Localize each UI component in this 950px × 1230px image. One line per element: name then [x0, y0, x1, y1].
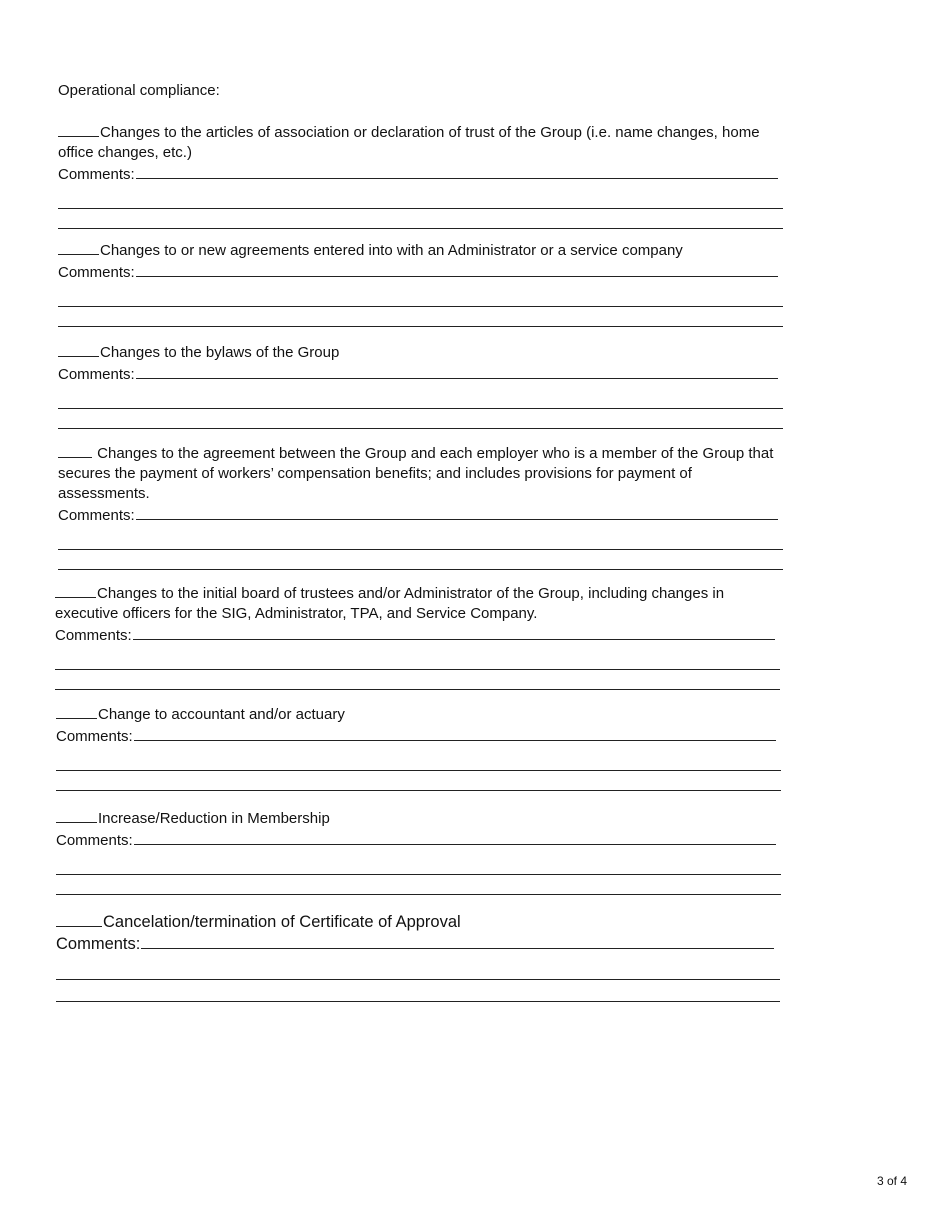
comments-extra-line[interactable]: [58, 428, 783, 429]
section-heading: Operational compliance:: [58, 82, 220, 99]
comments-extra-line[interactable]: [58, 326, 783, 327]
comments-label: Comments:: [58, 264, 135, 281]
item-description: Cancelation/termination of Certificate of Approval: [56, 911, 780, 933]
comments-label: Comments:: [56, 935, 141, 953]
check-blank[interactable]: [55, 582, 96, 598]
item-description: Changes to the bylaws of the Group: [58, 341, 783, 363]
comments-line: [134, 829, 776, 845]
comments-label: Comments:: [56, 832, 133, 849]
item-description: Change to accountant and/or actuary: [56, 703, 781, 725]
comments-line: [133, 624, 775, 640]
item-description: Changes to the agreement between the Group and each employer who is a member of the Group that secures the payment of workers’ compensation benefits; and includes provisions for payment of assessments.: [58, 442, 783, 504]
comments-line: [136, 163, 778, 179]
comments-extra-line[interactable]: [56, 1001, 780, 1002]
comments-label: Comments:: [58, 507, 135, 524]
comments-extra-line[interactable]: [56, 770, 781, 771]
comments-extra-line[interactable]: [58, 549, 783, 550]
comments-extra-line[interactable]: [58, 306, 783, 307]
comments-line: [141, 933, 774, 949]
comments-label: Comments:: [56, 728, 133, 745]
check-blank[interactable]: [58, 121, 99, 137]
check-blank[interactable]: [58, 239, 99, 255]
item-description: Changes to the articles of association or declaration of trust of the Group (i.e. name changes, home office changes, etc.): [58, 121, 783, 163]
comments-field[interactable]: [58, 504, 778, 526]
item-description: Changes to the initial board of trustees and/or Administrator of the Group, including changes in executive officers for the SIG, Administrator, TPA, and Service Company.: [55, 582, 780, 624]
comments-extra-line[interactable]: [56, 894, 781, 895]
comments-line: [136, 504, 778, 520]
check-blank[interactable]: [58, 341, 99, 357]
comments-label: Comments:: [58, 166, 135, 183]
comments-field[interactable]: [56, 933, 774, 955]
comments-extra-line[interactable]: [56, 979, 780, 980]
comments-line: [134, 725, 776, 741]
compliance-item-board-of-trustees: [55, 582, 780, 690]
comments-extra-line[interactable]: [56, 790, 781, 791]
comments-field[interactable]: [58, 163, 778, 185]
comments-label: Comments:: [55, 627, 132, 644]
compliance-item-certificate-cancelation: [56, 911, 780, 1002]
compliance-item-accountant-actuary: [56, 703, 781, 791]
check-blank[interactable]: [56, 807, 97, 823]
compliance-item-articles: [58, 121, 783, 229]
comments-field[interactable]: [58, 261, 778, 283]
comments-label: Comments:: [58, 366, 135, 383]
comments-extra-line[interactable]: [58, 208, 783, 209]
item-description: Changes to or new agreements entered into with an Administrator or a service company: [58, 239, 783, 261]
comments-field[interactable]: [55, 624, 775, 646]
check-blank[interactable]: [56, 703, 97, 719]
compliance-item-bylaws: [58, 341, 783, 429]
check-blank[interactable]: [56, 911, 102, 927]
item-description: Increase/Reduction in Membership: [56, 807, 781, 829]
compliance-item-member-agreement: [58, 442, 783, 570]
comments-line: [136, 363, 778, 379]
page-number: 3 of 4: [876, 1174, 907, 1188]
comments-field[interactable]: [56, 725, 776, 747]
comments-extra-line[interactable]: [58, 408, 783, 409]
comments-extra-line[interactable]: [58, 569, 783, 570]
comments-field[interactable]: [56, 829, 776, 851]
comments-extra-line[interactable]: [55, 669, 780, 670]
comments-extra-line[interactable]: [55, 689, 780, 690]
comments-field[interactable]: [58, 363, 778, 385]
check-blank[interactable]: [58, 442, 92, 458]
comments-extra-line[interactable]: [56, 874, 781, 875]
comments-extra-line[interactable]: [58, 228, 783, 229]
compliance-item-administrator-agreements: [58, 239, 783, 327]
comments-line: [136, 261, 778, 277]
compliance-item-membership: [56, 807, 781, 895]
